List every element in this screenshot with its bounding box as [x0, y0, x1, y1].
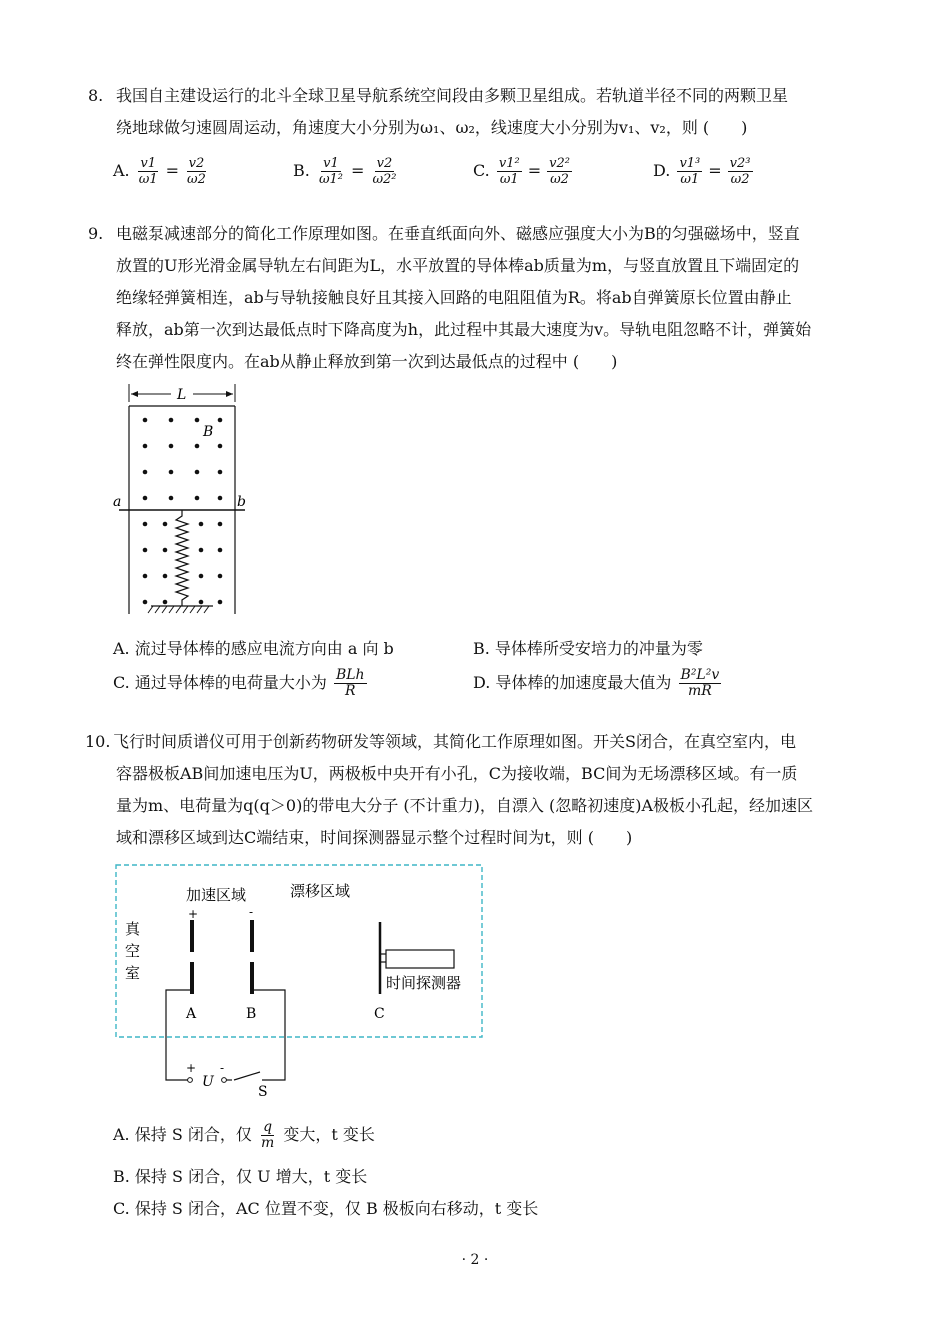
label-b: b	[237, 494, 246, 510]
label-A: A	[186, 1006, 197, 1022]
detector-box	[386, 950, 454, 968]
page-number: · 2 ·	[461, 1252, 489, 1268]
question-text: 绕地球做匀速圆周运动，角速度大小分别为ω₁、ω₂，线速度大小分别为v₁、v₂，则 ( )	[116, 118, 748, 137]
q9-figure	[105, 380, 265, 620]
switch-S	[234, 1072, 260, 1080]
label-L: L	[177, 387, 187, 403]
q8-option: D. $\frac{\text{v1³}}{\omega 1}$ = $\frac{\text{v2³}}{\omega 2}$	[653, 156, 751, 187]
svg-text:-: -	[249, 905, 254, 919]
q10-option-c: C. 保持 S 闭合，AC 位置不变，仅 B 极板向右移动，t 变长	[113, 1199, 539, 1218]
question-text: 域和漂移区域到达C端结束，时间探测器显示整个过程时间为t，则 ( )	[116, 828, 633, 847]
q9-option-c: C. 通过导体棒的电荷量大小为 $\frac{\text{BLh}}{R}$	[113, 667, 365, 699]
question-number: 8.	[88, 86, 104, 105]
spring	[176, 510, 188, 606]
label-U: U	[202, 1074, 214, 1090]
label-drift: 漂移区域	[290, 882, 351, 900]
svg-text:+: +	[186, 1061, 197, 1075]
question-number: 10.	[85, 732, 111, 751]
q8-option: A. $\frac{v1}{\omega 1}$ = $\frac{v2}{\omega 2}$	[113, 156, 206, 187]
question-text: 释放，ab第一次到达最低点时下降高度为h，此过程中其最大速度为v。导轨电阻忽略不计，弹簧始	[116, 320, 812, 339]
q8-option: B. $\frac{v1}{\text{ω1²}}$ = $\frac{v2}{\text{ω2²}}$	[293, 156, 397, 187]
q10-option-b: B. 保持 S 闭合，仅 U 增大，t 变长	[113, 1167, 368, 1186]
label-C: C	[374, 1006, 385, 1022]
label-B: B	[203, 424, 214, 440]
question-text: 终在弹性限度内。在ab从静止释放到第一次到达最低点的过程中 ( )	[116, 352, 618, 371]
question-8	[88, 80, 868, 144]
label-a: a	[113, 494, 122, 510]
question-text: 飞行时间质谱仪可用于创新药物研发等领域，其简化工作原理如图。开关S闭合，在真空室内，电	[113, 732, 796, 751]
svg-text:室: 室	[125, 964, 141, 982]
question-text: 容器极板AB间加速电压为U，两极板中央开有小孔，C为接收端，BC间为无场漂移区域。有一质	[116, 764, 798, 783]
svg-text:真: 真	[125, 920, 141, 938]
question-text: 放置的U形光滑金属导轨左右间距为L，水平放置的导体棒ab质量为m，与竖直放置且下端固定的	[116, 256, 800, 275]
question-text: 我国自主建设运行的北斗全球卫星导航系统空间段由多颗卫星组成。若轨道半径不同的两颗卫星	[116, 86, 789, 105]
label-B: B	[246, 1006, 257, 1022]
q10-figure	[110, 862, 490, 1102]
q9-option-b: B. 导体棒所受安培力的冲量为零	[473, 639, 703, 658]
question-9	[88, 218, 868, 378]
q8-option: C. $\frac{\text{v1²}}{\omega 1}$ = $\frac{\text{v2²}}{\omega 2}$	[473, 156, 570, 187]
svg-text:+: +	[188, 907, 199, 921]
svg-text:空: 空	[125, 942, 141, 960]
question-10	[85, 726, 868, 854]
question-number: 9.	[88, 224, 104, 243]
question-text: 绝缘轻弹簧相连，ab与导轨接触良好且其接入回路的电阻阻值为R。将ab自弹簧原长位置由静止	[116, 288, 792, 307]
q9-option-d: D. 导体棒的加速度最大值为 $\frac{\text{B²L²v}}{mR}$	[473, 667, 720, 699]
label-accel: 加速区域	[186, 886, 247, 904]
q9-option-a: A. 流过导体棒的感应电流方向由 a 向 b	[113, 639, 394, 658]
q10-option-a: A. 保持 S 闭合，仅 $\frac{q}{m}$ 变大，t 变长	[113, 1119, 375, 1151]
label-detector: 时间探测器	[386, 974, 462, 992]
question-text: 电磁泵减速部分的简化工作原理如图。在垂直纸面向外、磁感应强度大小为B的匀强磁场中，竖直	[116, 224, 800, 243]
question-text: 量为m、电荷量为q(q＞0)的带电大分子 (不计重力)，自漂入 (忽略初速度)A极板小孔起，经加速区	[116, 796, 814, 815]
label-S: S	[258, 1084, 268, 1100]
svg-text:-: -	[220, 1061, 225, 1075]
